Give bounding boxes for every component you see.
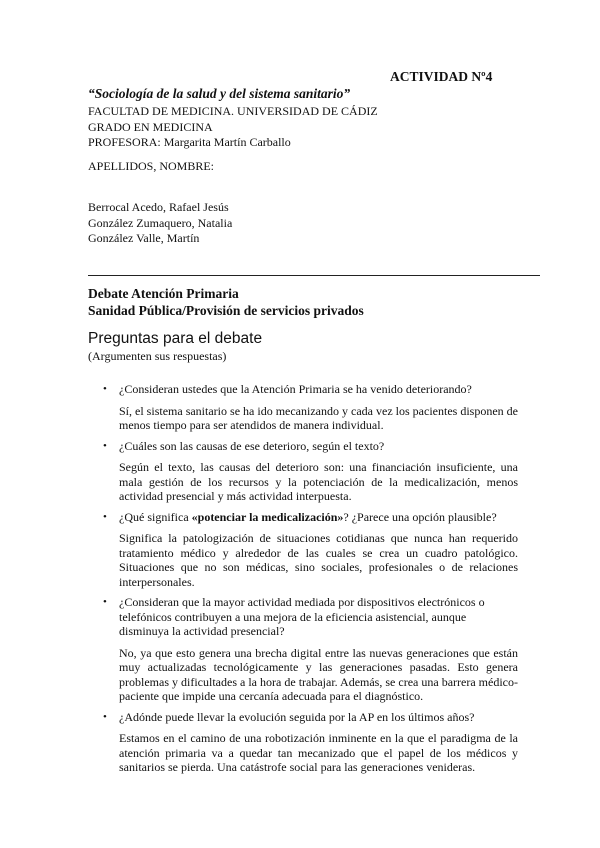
answer-text: No, ya que esto genera una brecha digital entre las nuevas generaciones que están muy actualizadas tecnológicamente y las generaciones pasadas. Esto genera problemas y dificultades a la hora de trabajar. Además, se crea una barrera médico-paciente que impide una cercanía adecuada para el diagnóstico. bbox=[119, 645, 518, 703]
student-name: Berrocal Acedo, Rafael Jesús bbox=[88, 200, 229, 214]
question-text bbox=[119, 510, 518, 525]
student-name: González Zumaquero, Natalia bbox=[88, 215, 233, 230]
bullet-icon: • bbox=[103, 383, 107, 395]
student-name: González Valle, Martín bbox=[88, 231, 200, 245]
qa-list bbox=[88, 382, 518, 781]
qa-item bbox=[88, 510, 518, 590]
course-title: “Sociología de la salud y del sistema sanitario” bbox=[88, 86, 351, 101]
answer-text: Significa la patologización de situaciones cotidianas que nunca han requerido tratamiento médico y alrededor de las cuales se crea un cuadro patológico. Situaciones que no son médicas, sino sociales, profesionales o de relaciones interpersonales. bbox=[119, 531, 518, 589]
questions-title: Preguntas para el debate bbox=[88, 330, 263, 347]
question-text: ¿Consideran que la mayor actividad mediada por dispositivos electrónicos o telefónicos contribuyen a una mejora de la eficiencia asistencial, aunque disminuya la actividad presencial? bbox=[119, 595, 485, 638]
bullet-icon: • bbox=[103, 710, 107, 723]
question-emphasis: «potenciar la medicalización» bbox=[191, 509, 344, 524]
bullet-icon: • bbox=[103, 596, 107, 608]
student-list bbox=[88, 200, 232, 247]
surnames-label: APELLIDOS, NOMBRE: bbox=[88, 159, 215, 173]
professor-line: PROFESORA: Margarita Martín Carballo bbox=[88, 135, 291, 149]
debate-title: Debate Atención Primaria bbox=[88, 286, 239, 301]
question-text-post: ? ¿Parece una opción plausible? bbox=[343, 509, 497, 524]
answer-text: Según el texto, las causas del deterioro son: una financiación insuficiente, una mala gestión de los recursos y la potenciación de la medicalización, menos actividad presencial y más actividad interpuesta. bbox=[119, 460, 518, 503]
activity-number: ACTIVIDAD Nº4 bbox=[390, 69, 493, 84]
degree-line: GRADO EN MEDICINA bbox=[88, 119, 213, 134]
answer-text: Sí, el sistema sanitario se ha ido mecanizando y cada vez los pacientes disponen de menos tiempo para ser atendidos de manera individual. bbox=[119, 403, 518, 432]
horizontal-divider bbox=[88, 275, 540, 276]
question-text: ¿Adónde puede llevar la evolución seguida por la AP en los últimos años? bbox=[119, 709, 475, 724]
question-text: ¿Cuáles son las causas de ese deterioro, según el texto? bbox=[119, 438, 385, 453]
qa-item bbox=[88, 595, 518, 704]
answer-text: Estamos en el camino de una robotización inminente en la que el paradigma de la atención primaria va a quedar tan mecanizado que el papel de los médicos y sanitarios se pierda. Una catástrofe social para las generaciones venideras. bbox=[119, 731, 518, 774]
header-info bbox=[88, 104, 378, 151]
qa-item bbox=[88, 710, 518, 775]
debate-subtitle: Sanidad Pública/Provisión de servicios privados bbox=[88, 302, 364, 318]
question-text: ¿Consideran ustedes que la Atención Primaria se ha venido deteriorando? bbox=[119, 382, 472, 396]
questions-subtitle: (Argumenten sus respuestas) bbox=[88, 349, 227, 363]
debate-heading bbox=[88, 286, 364, 319]
bullet-icon: • bbox=[103, 439, 107, 452]
bullet-icon: • bbox=[103, 510, 107, 523]
question-text-pre: ¿Qué significa bbox=[119, 509, 192, 524]
qa-item bbox=[88, 439, 518, 504]
faculty-line: FACULTAD DE MEDICINA. UNIVERSIDAD DE CÁDIZ bbox=[88, 104, 378, 118]
qa-item bbox=[88, 382, 518, 433]
